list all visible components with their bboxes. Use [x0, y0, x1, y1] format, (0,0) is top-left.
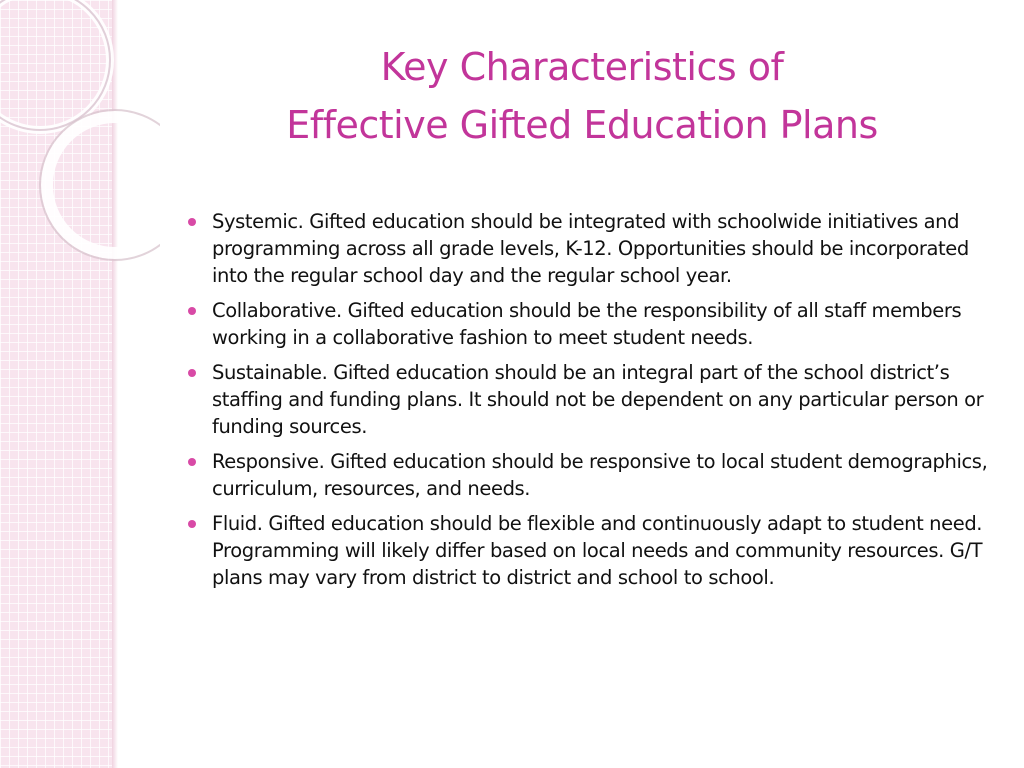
bullet-text: Responsive. Gifted education should be responsive to local student demographics, curriculum, resources, and needs.: [212, 450, 988, 500]
bullet-item-responsive: [188, 448, 998, 502]
decorative-ring-lower: [47, 117, 160, 253]
bullet-text: Sustainable. Gifted education should be an integral part of the school district’s staffing and funding plans. It should not be dependent on any particular person or funding sources.: [212, 361, 984, 438]
bullet-text: Systemic. Gifted education should be integrated with schoolwide initiatives and programming across all grade levels, K-12. Opportunities should be incorporated into the regular school day and the regular school year.: [212, 210, 969, 287]
title-line-2: Effective Gifted Education Plans: [286, 103, 878, 147]
bullet-item-sustainable: [188, 359, 998, 440]
decorative-circles: [0, 0, 160, 300]
bullet-dot-icon: [188, 458, 196, 466]
bullet-item-systemic: [188, 208, 998, 289]
bullet-dot-icon: [188, 369, 196, 377]
bullet-list: [188, 208, 998, 599]
bullet-item-fluid: [188, 510, 998, 591]
decorative-ring-outer: [0, 0, 110, 130]
bullet-dot-icon: [188, 218, 196, 226]
bullet-text: Fluid. Gifted education should be flexible and continuously adapt to student need. Programming will likely differ based on local needs and community resources. G/T plans may vary from district to district and school to school.: [212, 512, 983, 589]
bullet-dot-icon: [188, 307, 196, 315]
slide-title: [150, 38, 1014, 154]
decorative-ring-lower-shadow: [40, 110, 160, 260]
bullet-text: Collaborative. Gifted education should be the responsibility of all staff members working in a collaborative fashion to meet student needs.: [212, 299, 962, 349]
bullet-dot-icon: [188, 520, 196, 528]
title-line-1: Key Characteristics of: [380, 45, 784, 89]
bullet-item-collaborative: [188, 297, 998, 351]
